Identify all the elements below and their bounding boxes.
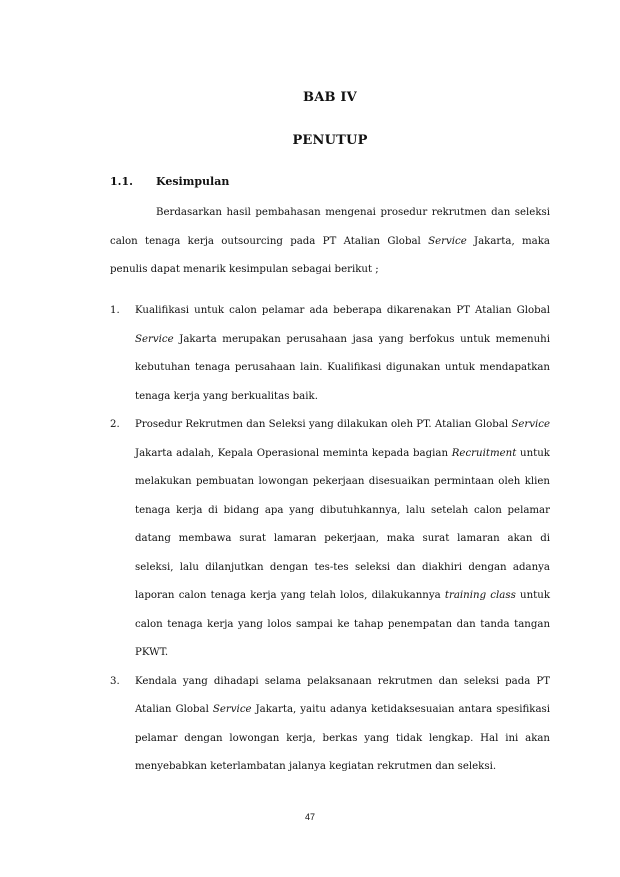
conclusion-list — [110, 297, 550, 782]
list-italic: training class — [444, 590, 516, 601]
list-text: Jakarta merupakan perusahaan jasa yang berfokus untuk memenuhi kebutuhan tenaga perusahaan lain. Kualifikasi digunakan untuk mendapatkan tenaga kerja yang berkualitas baik. — [135, 333, 550, 402]
section-heading — [110, 175, 229, 188]
intro-text: Berdasarkan hasil pembahasan mengenai prosedur rekrutmen dan seleksi calon tenaga kerja outsourcing pada PT Atalian Global — [110, 207, 550, 247]
list-text: Jakarta adalah, Kepala Operasional meminta kepada bagian — [135, 447, 452, 459]
list-text: untuk calon tenaga kerja yang lolos sampai ke tahap penempatan dan tanda tangan PKWT. — [135, 590, 550, 658]
list-text: Kualifikasi untuk calon pelamar ada beberapa dikarenakan PT Atalian Global — [135, 305, 550, 316]
section-title: Kesimpulan — [156, 175, 230, 188]
intro-paragraph — [110, 199, 550, 285]
list-italic: Service — [511, 419, 550, 430]
list-item — [110, 668, 550, 782]
list-marker: 2. — [110, 419, 120, 430]
list-item — [110, 297, 550, 411]
list-text: Kendala yang dihadapi selama pelaksanaan rekrutmen dan seleksi pada PT Atalian Global — [135, 675, 550, 715]
list-marker: 3. — [110, 675, 120, 687]
page-number: 47 — [304, 812, 315, 822]
chapter-title: PENUTUP — [292, 133, 368, 148]
list-italic: Service — [212, 704, 252, 715]
intro-text-end: Jakarta, maka penulis dapat menarik kesimpulan sebagai berikut ; — [110, 235, 550, 275]
list-italic: Service — [135, 333, 174, 345]
chapter-number: BAB IV — [303, 90, 357, 105]
intro-italic: Service — [428, 235, 467, 247]
list-item — [110, 411, 550, 668]
section-number: 1.1. — [110, 175, 133, 188]
list-text: Prosedur Rekrutmen dan Seleksi yang dilakukan oleh PT. Atalian Global — [135, 419, 512, 430]
list-italic: Recruitment — [451, 447, 517, 459]
list-text: Jakarta, yaitu adanya ketidaksesuaian antara spesifikasi pelamar dengan lowongan kerja, berkas yang tidak lengkap. Hal ini akan menyebabkan keterlambatan jalanya kegiatan rekrutmen dan seleksi. — [135, 704, 551, 772]
list-text: untuk melakukan pembuatan lowongan pekerjaan disesuaikan permintaan oleh klien tenaga kerja di bidang apa yang dibutuhkannya, lalu setelah calon pelamar datang membawa surat lamaran pekerjaan, maka surat lamaran akan di seleksi, lalu dilanjutkan dengan tes-tes seleksi dan diakhiri dengan adanya laporan calon tenaga kerja yang telah lolos, dilakukannya — [135, 447, 550, 601]
list-marker: 1. — [110, 305, 120, 316]
